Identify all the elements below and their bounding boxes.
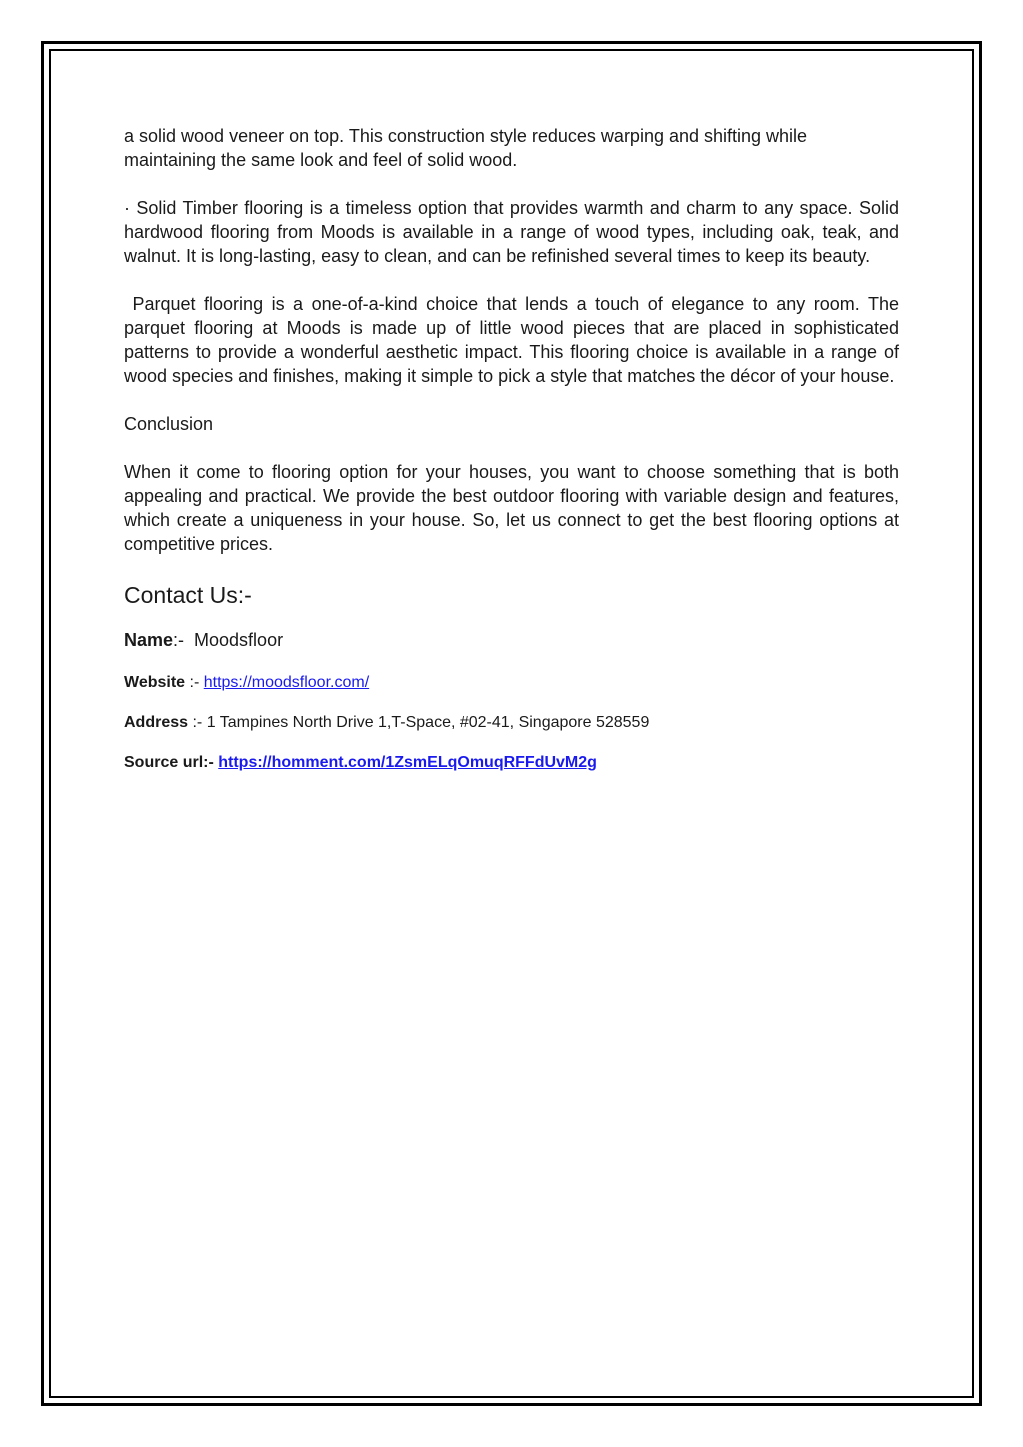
contact-website-row	[124, 672, 899, 694]
conclusion-paragraph: When it come to flooring option for your houses, you want to choose something that is both appealing and practical. We provide the best outdoor flooring with variable design and features, which create a uniqueness in your house. So, let us connect to get the best flooring options at competitive prices.	[124, 462, 899, 554]
address-label: Address	[124, 714, 189, 731]
address-value: 1 Tampines North Drive 1,T-Space, #02-41, Singapore 528559	[206, 714, 650, 731]
name-label: Name	[124, 630, 174, 650]
contact-title: Contact Us:-	[124, 582, 252, 608]
website-label: Website	[124, 674, 186, 691]
name-separator: :-	[173, 630, 195, 650]
website-separator: :-	[185, 674, 204, 691]
website-link[interactable]: https://moodsfloor.com/	[203, 674, 370, 691]
source-label: Source url:-	[124, 754, 214, 771]
contact-name-row	[124, 628, 899, 652]
paragraph-solid-timber: · Solid Timber flooring is a timeless option that provides warmth and charm to any space. Solid hardwood flooring from Moods is available in a range of wood types, including oak, teak, and walnut. It is long-lasting, easy to clean, and can be refinished several times to keep its beauty.	[124, 198, 899, 266]
document-body	[124, 124, 905, 792]
name-value: Moodsfloor	[194, 630, 284, 650]
source-link[interactable]: https://homment.com/1ZsmELqOmuqRFFdUvM2g	[218, 754, 597, 771]
contact-source-row	[124, 752, 899, 774]
conclusion-heading: Conclusion	[124, 414, 214, 434]
address-separator: :-	[188, 714, 207, 731]
paragraph-engineered-wood: a solid wood veneer on top. This construction style reduces warping and shifting while maintaining the same look and feel of solid wood.	[124, 126, 808, 170]
paragraph-parquet: Parquet flooring is a one-of-a-kind choice that lends a touch of elegance to any room. The parquet flooring at Moods is made up of little wood pieces that are placed in sophisticated patterns to provide a wonderful aesthetic impact. This flooring choice is available in a range of wood species and finishes, making it simple to pick a style that matches the décor of your house.	[124, 294, 905, 386]
contact-address-row	[124, 712, 899, 734]
